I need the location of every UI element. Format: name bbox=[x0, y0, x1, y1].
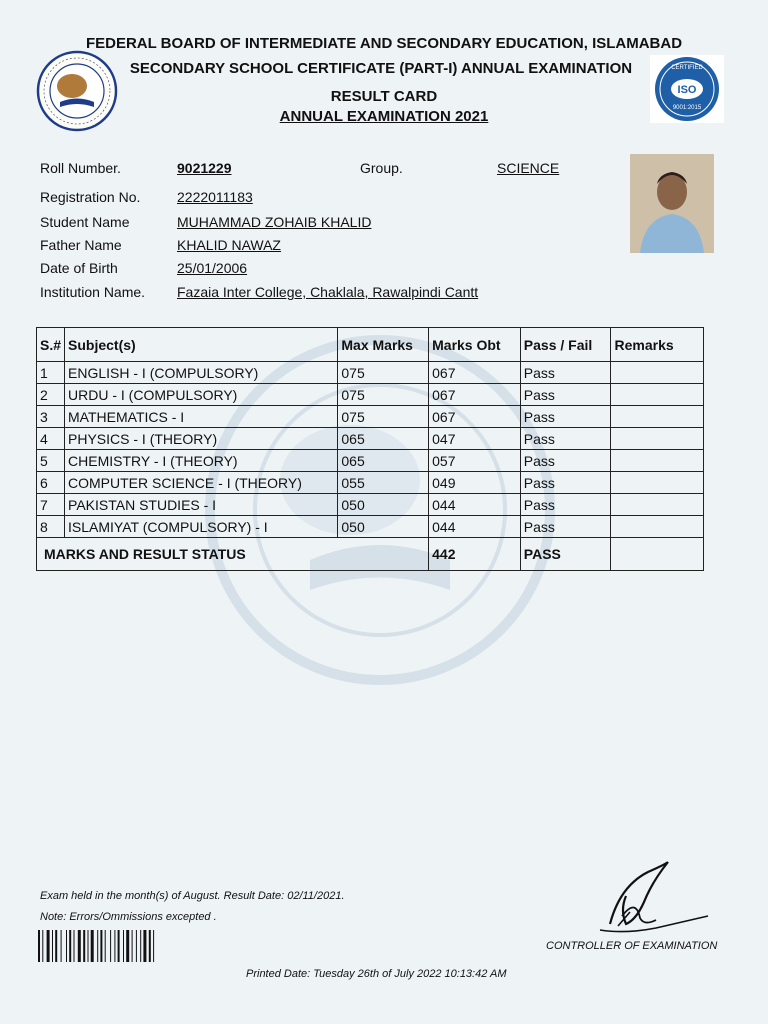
cell-remarks bbox=[611, 406, 704, 428]
table-row bbox=[37, 362, 704, 384]
total-row bbox=[37, 538, 704, 571]
cell-pass-fail: Pass bbox=[520, 362, 611, 384]
cell-sno: 6 bbox=[37, 472, 65, 494]
header-sno: S.# bbox=[37, 328, 65, 362]
barcode bbox=[38, 930, 218, 962]
cell-subject: CHEMISTRY - I (THEORY) bbox=[65, 450, 338, 472]
controller-title: CONTROLLER OF EXAMINATION bbox=[546, 940, 718, 952]
cell-subject: ENGLISH - I (COMPULSORY) bbox=[65, 362, 338, 384]
results-table bbox=[36, 327, 704, 571]
institution-label: Institution Name. bbox=[40, 284, 146, 300]
header-marks-obt: Marks Obt bbox=[429, 328, 521, 362]
institution-value: Fazaia Inter College, Chaklala, Rawalpindi Cantt bbox=[177, 284, 479, 300]
cell-sno: 1 bbox=[37, 362, 65, 384]
student-name-label: Student Name bbox=[40, 214, 130, 230]
header-pass-fail: Pass / Fail bbox=[520, 328, 611, 362]
cell-pass-fail: Pass bbox=[520, 494, 611, 516]
father-name-value: KHALID NAWAZ bbox=[177, 237, 281, 253]
cell-subject: MATHEMATICS - I bbox=[65, 406, 338, 428]
cell-max-marks: 050 bbox=[338, 494, 429, 516]
cell-max-marks: 055 bbox=[338, 472, 429, 494]
cell-marks-obt: 044 bbox=[429, 494, 521, 516]
cell-marks-obt: 057 bbox=[429, 450, 521, 472]
cell-marks-obt: 044 bbox=[429, 516, 521, 538]
cell-sno: 2 bbox=[37, 384, 65, 406]
cell-remarks bbox=[611, 494, 704, 516]
cell-remarks bbox=[611, 428, 704, 450]
printed-date: Printed Date: Tuesday 26th of July 2022 10:13:42 AM bbox=[246, 968, 507, 980]
cell-marks-obt: 067 bbox=[429, 384, 521, 406]
cell-subject: PAKISTAN STUDIES - I bbox=[65, 494, 338, 516]
cell-pass-fail: Pass bbox=[520, 472, 611, 494]
cell-max-marks: 050 bbox=[338, 516, 429, 538]
cell-sno: 3 bbox=[37, 406, 65, 428]
cell-subject: URDU - I (COMPULSORY) bbox=[65, 384, 338, 406]
cell-pass-fail: Pass bbox=[520, 516, 611, 538]
table-header-row bbox=[37, 328, 704, 362]
table-row bbox=[37, 384, 704, 406]
cell-marks-obt: 047 bbox=[429, 428, 521, 450]
cell-remarks bbox=[611, 516, 704, 538]
table-row bbox=[37, 406, 704, 428]
total-status: PASS bbox=[520, 538, 611, 571]
total-label: MARKS AND RESULT STATUS bbox=[37, 538, 429, 571]
group-value: SCIENCE bbox=[497, 160, 560, 176]
cell-subject: COMPUTER SCIENCE - I (THEORY) bbox=[65, 472, 338, 494]
cell-pass-fail: Pass bbox=[520, 450, 611, 472]
table-row bbox=[37, 494, 704, 516]
iso-standard-text: 9001:2015 bbox=[672, 105, 702, 111]
exam-title: SECONDARY SCHOOL CERTIFICATE (PART-I) ANNUAL EXAMINATION bbox=[129, 60, 633, 77]
board-title: FEDERAL BOARD OF INTERMEDIATE AND SECONDARY EDUCATION, ISLAMABAD bbox=[85, 35, 683, 52]
total-marks: 442 bbox=[429, 538, 521, 571]
roll-number-value: 9021229 bbox=[177, 160, 232, 176]
cell-pass-fail: Pass bbox=[520, 384, 611, 406]
header-max-marks: Max Marks bbox=[338, 328, 429, 362]
cell-max-marks: 075 bbox=[338, 406, 429, 428]
session-title: ANNUAL EXAMINATION 2021 bbox=[279, 108, 489, 125]
cell-sno: 8 bbox=[37, 516, 65, 538]
cell-max-marks: 075 bbox=[338, 384, 429, 406]
iso-certified-text: CERTIFIED bbox=[671, 65, 703, 71]
cell-marks-obt: 049 bbox=[429, 472, 521, 494]
cell-pass-fail: Pass bbox=[520, 428, 611, 450]
cell-max-marks: 075 bbox=[338, 362, 429, 384]
cell-max-marks: 065 bbox=[338, 450, 429, 472]
group-label: Group. bbox=[360, 160, 403, 176]
board-logo bbox=[36, 50, 118, 132]
registration-label: Registration No. bbox=[40, 189, 141, 205]
cell-remarks bbox=[611, 450, 704, 472]
cell-subject: ISLAMIYAT (COMPULSORY) - I bbox=[65, 516, 338, 538]
cell-sno: 4 bbox=[37, 428, 65, 450]
iso-text: ISO bbox=[677, 84, 697, 96]
cell-pass-fail: Pass bbox=[520, 406, 611, 428]
father-name-label: Father Name bbox=[40, 237, 122, 253]
cell-remarks bbox=[611, 384, 704, 406]
exam-note: Exam held in the month(s) of August. Result Date: 02/11/2021. bbox=[40, 890, 345, 902]
cell-remarks bbox=[611, 472, 704, 494]
table-row bbox=[37, 428, 704, 450]
controller-signature bbox=[596, 858, 712, 940]
header-subject: Subject(s) bbox=[65, 328, 338, 362]
student-photo-image bbox=[630, 154, 714, 253]
table-row bbox=[37, 516, 704, 538]
cell-sno: 5 bbox=[37, 450, 65, 472]
dob-value: 25/01/2006 bbox=[177, 260, 248, 276]
table-row bbox=[37, 450, 704, 472]
iso-certified-logo bbox=[650, 55, 724, 123]
cell-marks-obt: 067 bbox=[429, 362, 521, 384]
registration-value: 2222011183 bbox=[177, 189, 253, 205]
doc-type: RESULT CARD bbox=[330, 88, 438, 105]
cell-max-marks: 065 bbox=[338, 428, 429, 450]
total-remarks bbox=[611, 538, 704, 571]
student-photo bbox=[630, 154, 714, 253]
header-remarks: Remarks bbox=[611, 328, 704, 362]
cell-sno: 7 bbox=[37, 494, 65, 516]
cell-subject: PHYSICS - I (THEORY) bbox=[65, 428, 338, 450]
errors-note: Note: Errors/Ommissions excepted . bbox=[40, 911, 217, 923]
table-row bbox=[37, 472, 704, 494]
student-name-value: MUHAMMAD ZOHAIB KHALID bbox=[177, 214, 372, 230]
cell-marks-obt: 067 bbox=[429, 406, 521, 428]
roll-number-label: Roll Number. bbox=[40, 160, 121, 176]
cell-remarks bbox=[611, 362, 704, 384]
dob-label: Date of Birth bbox=[40, 260, 118, 276]
